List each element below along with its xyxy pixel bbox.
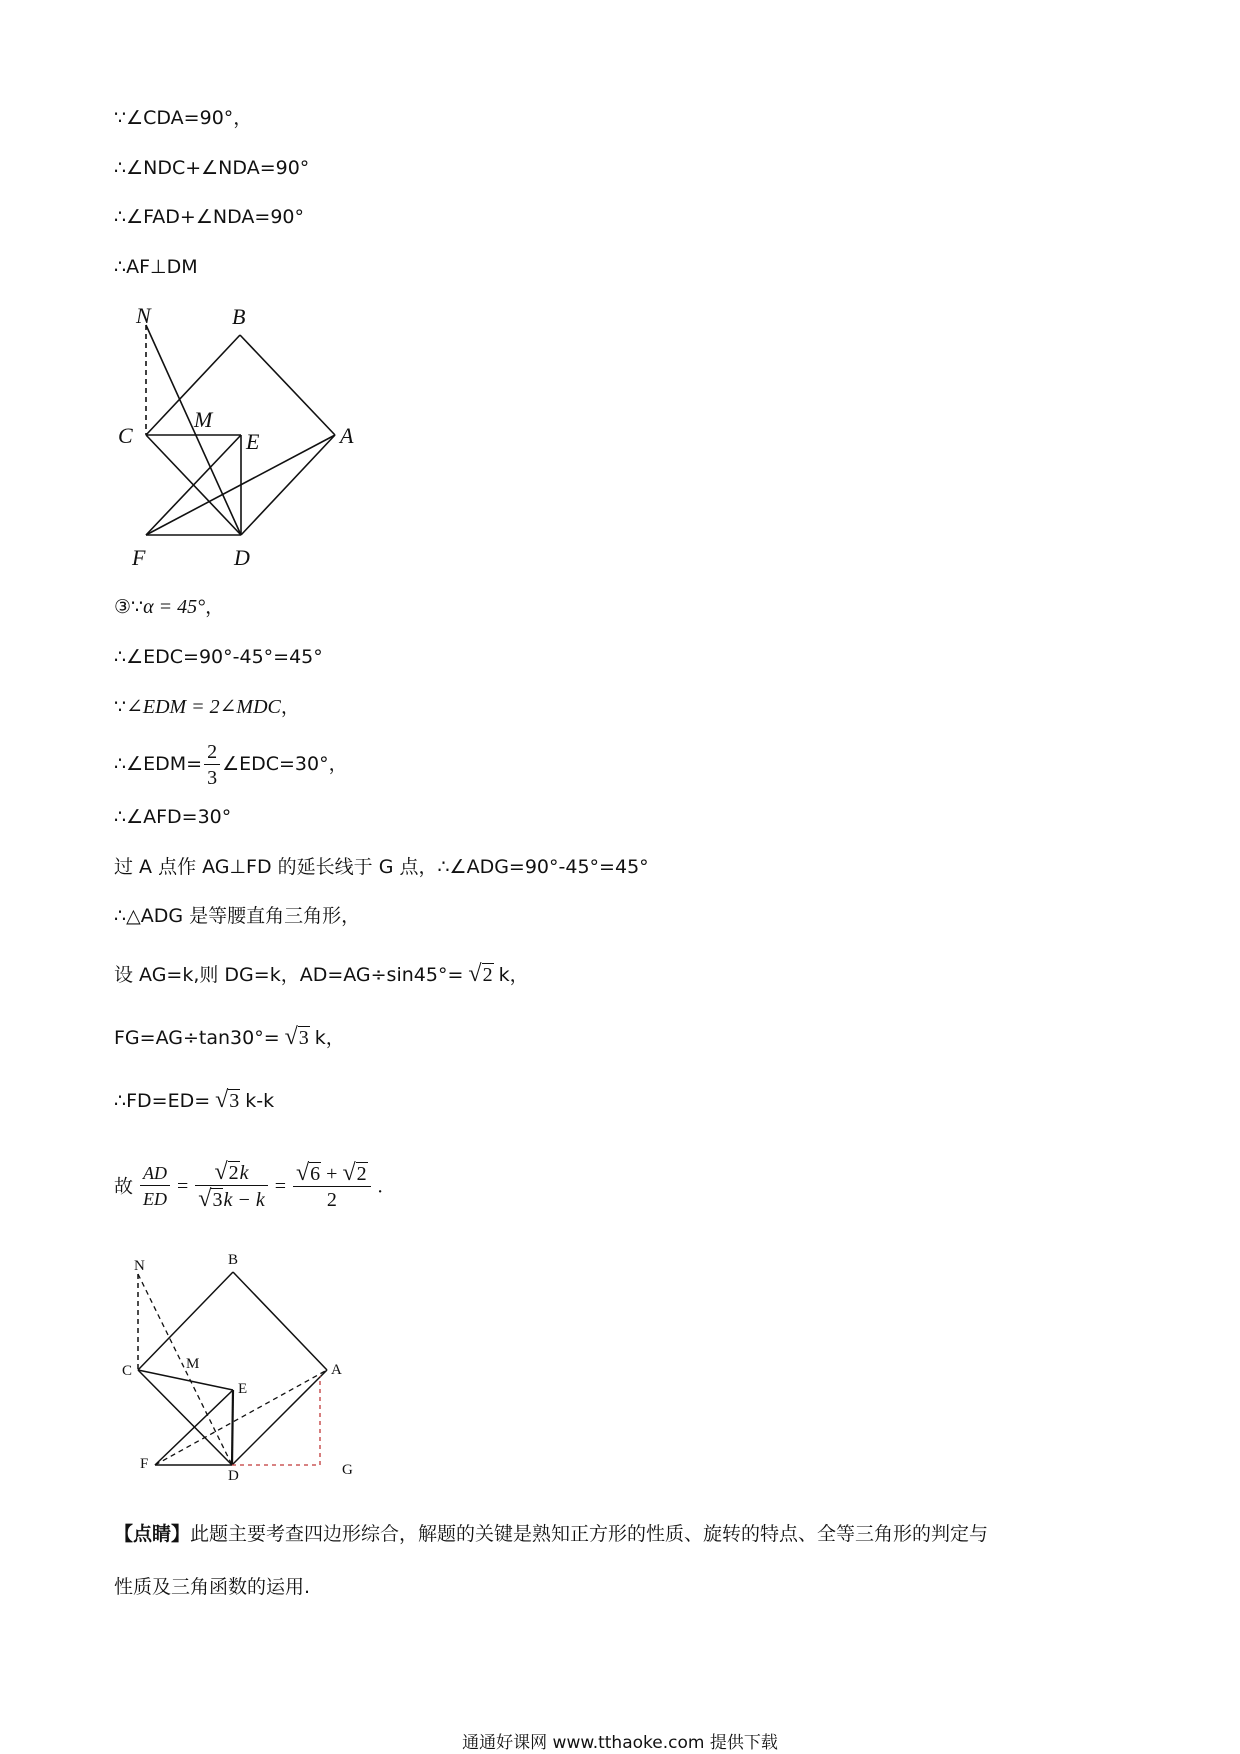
proof-line-13 (114, 1025, 345, 1050)
label-f: F (132, 545, 146, 570)
fraction-numerator: √2k (195, 1160, 267, 1186)
sqrt-3: √3 (215, 1087, 240, 1113)
label-n: N (136, 303, 151, 328)
proof-text: k， (314, 1027, 345, 1049)
segment-ba (240, 335, 335, 435)
fraction-denominator: 3 (207, 767, 218, 789)
proof-line-4 (114, 255, 198, 279)
fraction-two-thirds (204, 740, 220, 791)
label-m: M (186, 1356, 200, 1372)
fraction-denominator: 2 (326, 1188, 337, 1211)
segment-ce (138, 1370, 233, 1390)
label-c: C (122, 1363, 133, 1379)
proof-line-3 (114, 205, 304, 229)
comment-tag: 【点睛】 (114, 1523, 191, 1545)
proof-text: ∴AF⊥DM (114, 256, 198, 278)
label-g: G (342, 1462, 353, 1478)
proof-line-12 (114, 962, 529, 987)
math-expression: α = 45° (143, 596, 206, 618)
proof-line-6 (114, 645, 323, 669)
segment-ba (233, 1272, 327, 1370)
proof-text: ∴∠FAD+∠NDA=90° (114, 206, 304, 228)
label-c: C (118, 423, 133, 448)
radicand: 3 (298, 1027, 309, 1049)
proof-text: 过 A 点作 AG⊥FD 的延长线于 G 点，∴∠ADG=90°-45°=45° (114, 856, 649, 878)
sqrt-3: √3 (284, 1024, 309, 1050)
proof-text: ∴∠EDM= (114, 753, 203, 776)
proof-text: k-k (245, 1090, 275, 1112)
proof-line-2 (114, 156, 309, 180)
geometry-figure-1 (110, 300, 370, 575)
fraction-root2k-over-root3k-k (195, 1160, 267, 1213)
proof-line-1 (114, 106, 252, 130)
proof-text: ∵∠CDA=90°， (114, 107, 253, 129)
proof-text: ∠EDC=30°， (222, 753, 348, 776)
proof-text: k， (498, 964, 529, 986)
label-e: E (238, 1381, 248, 1397)
proof-line-10 (114, 855, 649, 879)
math-variable: k − k (223, 1189, 265, 1211)
radicand: 6 (310, 1162, 321, 1185)
fraction-denominator: ED (143, 1189, 168, 1209)
comment-text: 性质及三角函数的运用. (114, 1576, 311, 1598)
plus-sign: + (326, 1162, 338, 1185)
proof-text: ∴△ADG 是等腰直角三角形， (114, 905, 361, 927)
segment-ed (232, 1390, 233, 1465)
segment-dc (138, 1370, 232, 1465)
proof-text: ③∵ (114, 596, 144, 618)
proof-text: ， (280, 696, 300, 718)
proof-text: 故 (114, 1175, 134, 1198)
proof-line-5 (114, 595, 224, 619)
label-e: E (246, 429, 260, 454)
fraction-numerator: 2 (204, 740, 220, 765)
label-d: D (234, 545, 250, 570)
label-d: D (228, 1468, 239, 1480)
proof-line-7 (114, 695, 300, 719)
proof-text: ∴∠AFD=30° (114, 806, 232, 828)
fraction-numerator: AD (140, 1161, 170, 1186)
fraction-numerator: √6 + √2 (293, 1161, 371, 1187)
label-m: M (194, 407, 213, 432)
label-b: B (232, 304, 246, 329)
proof-line-9 (114, 805, 231, 829)
proof-text: ∴∠EDC=90°-45°=45° (114, 646, 323, 668)
segment-cb (146, 335, 240, 435)
label-a: A (331, 1362, 342, 1378)
period: . (377, 1175, 383, 1198)
label-f: F (140, 1456, 149, 1472)
fraction-denominator: √3k − k (198, 1186, 265, 1212)
radicand: 2 (482, 964, 493, 986)
proof-text: ∵ (114, 696, 127, 718)
proof-line-8 (114, 740, 348, 791)
radicand: 2 (356, 1162, 367, 1185)
proof-line-14 (114, 1088, 274, 1113)
fraction-result (293, 1161, 371, 1213)
proof-text: 设 AG=k,则 DG=k，AD=AG÷sin45°= (114, 964, 464, 986)
footer: 通通好课网 www.tthaoke.com 提供下载 (462, 1733, 778, 1753)
label-n: N (134, 1258, 145, 1274)
proof-text: FG=AG÷tan30°= (114, 1027, 280, 1049)
geometry-figure-2 (110, 1250, 380, 1480)
fraction-ad-ed (140, 1161, 170, 1212)
radicand: 2 (228, 1162, 239, 1184)
radicand: 3 (229, 1090, 240, 1112)
math-variable: k (239, 1162, 249, 1184)
proof-text: ∴∠NDC+∠NDA=90° (114, 157, 310, 179)
sqrt-2: √2 (468, 961, 493, 987)
math-expression: ∠EDM = 2∠MDC (126, 696, 281, 718)
label-a: A (340, 423, 354, 448)
comment-text: 此题主要考查四边形综合，解题的关键是熟知正方形的性质、旋转的特点、全等三角形的判定与 (190, 1523, 989, 1545)
radicand: 3 (212, 1189, 223, 1211)
proof-text: ∴FD=ED= (114, 1090, 211, 1112)
proof-text: ， (205, 596, 225, 618)
proof-line-15: 故 $\frac{AD}{ED}$ = $\frac{√2k}{√3k - k}$ = $\frac{√6 + √2}{2}$ . (114, 1159, 383, 1212)
proof-line-11 (114, 904, 360, 928)
label-b: B (228, 1252, 239, 1268)
comment-line-1 (114, 1522, 988, 1546)
comment-line-2 (114, 1575, 310, 1599)
